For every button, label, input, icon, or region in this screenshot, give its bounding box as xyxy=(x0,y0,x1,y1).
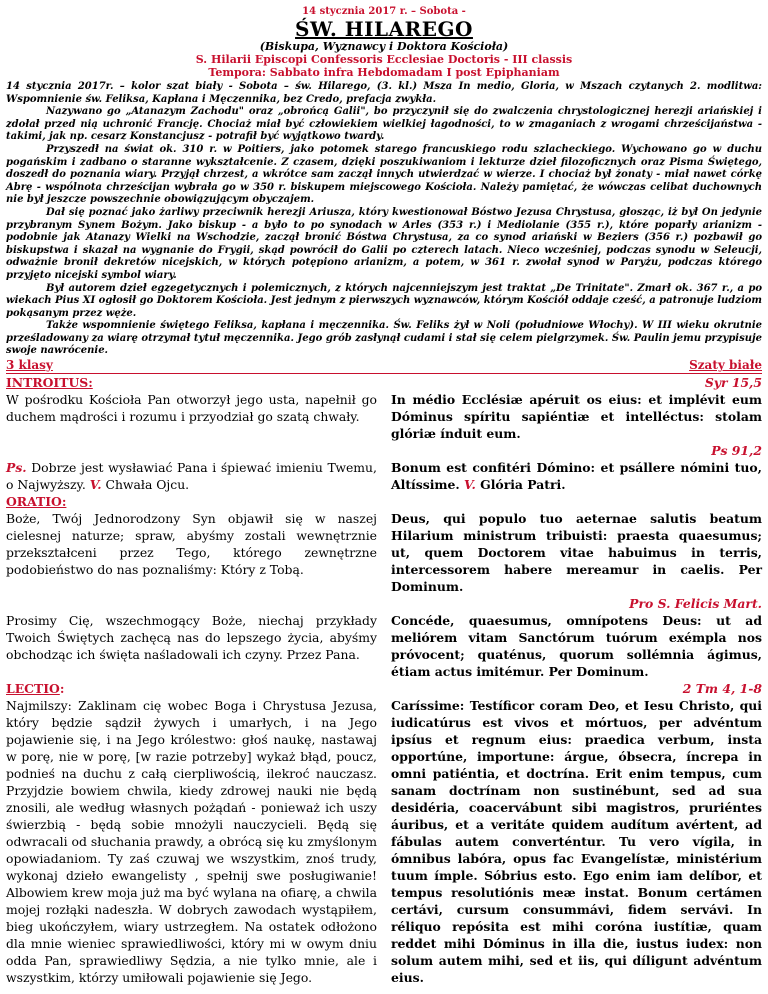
polish-column xyxy=(6,697,377,986)
introitus-section xyxy=(6,374,762,459)
intro-paragraph: Nazywano go „Atanazym Zachodu" oraz „obrońcą Galii", bo przyczynił się do zwalczenia chrystologicznej herezji ariańskiej i zdołał przed nią uchronić Francję. Chociaż miał być człowiekiem wielkiej łagodności, to w zmaganiach z wrogami chrześcijaństwa - takimi, jak np. cesarz Konstancjusz - potrafił być wyjątkowo twardy. xyxy=(6,106,762,143)
lectio-section xyxy=(6,697,762,986)
psalm-polish xyxy=(6,459,377,493)
psalm-latin xyxy=(391,459,762,493)
introitus-polish: W pośrodku Kościoła Pan otworzył jego usta, napełnił go duchem mądrości i rozumu i przyodział go szatą chwały. xyxy=(6,392,377,425)
psalm-latin-text: Bonum est confitéri Dómino: et psállere nómini tuo, Altíssime. xyxy=(391,460,762,493)
page-subtitle: (Biskupa, Wyznawcy i Doktora Kościoła) xyxy=(259,40,509,53)
introitus-latin: In médio Ecclésiæ apéruit os eius: et implévit eum Dóminus spíritu sapiéntiæ et intelléctus: stolam glóriæ índuit eum. xyxy=(391,392,762,442)
feast-class: 3 klasy xyxy=(6,358,53,373)
latin-column xyxy=(391,459,762,493)
felix-ref: Pro S. Felicis Mart. xyxy=(629,596,762,612)
intro-text xyxy=(6,81,762,358)
lectio-polish: Najmilszy: Zaklinam cię wobec Boga i Chrystusa Jezusa, który będzie sądził żywych i umarłych, i na Jego pojawienie się, i na Jego królestwo: głoś naukę, nastawaj w porę, nie w porę, [w razie potrzeby] wykaż błąd, poucz, podnieś na duchu z całą cierpliwością, ilekroć nauczasz. Przyjdzie bowiem chwila, kiedy zdrowej nauki nie będą znosili, ale według własnych pożądań - ponieważ ich uszy świerzbią - będą sobie mnożyli nauczycieli. Będą się odwracali od słuchania prawdy, a obrócą się ku zmyślonym opowiadaniom. Ty zaś czuwaj we wszystkim, znoś trudy, wykonaj dzieło ewangelisty , spełnij swe posługiwanie! Albowiem krew moja już ma być wylana na ofiarę, a chwila mojej rozłąki nadeszła. W dobrych zawodach wystąpiłem, bieg ukończyłem, wiary ustrzegłem. Na ostatek odłożono dla mnie wieniec sprawiedliwości, który mi w owym dniu odda Pan, sprawiedliwy Sędzia, a nie tylko mnie, ale i wszystkim, którzy umiłowali pojawienie się Jego. xyxy=(6,698,377,986)
gloria-polish: Chwała Ojcu. xyxy=(105,477,190,493)
gloria-latin: Glória Patri. xyxy=(480,477,566,493)
latin-column xyxy=(391,493,762,612)
polish-column xyxy=(6,459,377,493)
polish-column xyxy=(6,493,377,612)
intro-paragraph: Przyszedł na świat ok. 310 r. w Poitiers, jako potomek starego francuskiego rodu szlacheckiego. Wychowano go w duchu pogańskim i zadbano o staranne wykształcenie. Z czasem, dzięki poszukiwaniom i lekturze dzieł filozoficznych oraz Pisma Świętego, doszedł do poznania wiary. Przyjął chrzest, a wkrótce sam zaczął innych utwierdzać w wierze. I chociaż był żonaty - miał nawet córkę Abrę - wspólnota chrześcijan wybrała go w 350 r. biskupem miejscowego Kościoła. Należy pamiętać, że wówczas celibat duchownych nie był jeszcze powszechnie obowiązującym obyczajem. xyxy=(6,143,762,206)
psalm-label: Ps. xyxy=(6,460,27,476)
lectio-label-line xyxy=(6,680,377,697)
page-title: ŚW. HILAREGO xyxy=(295,17,473,41)
psalm-section xyxy=(6,459,762,493)
page-date: 14 stycznia 2017 r. – Sobota - xyxy=(302,6,466,17)
oratio-polish: Boże, Twój Jednorodzony Syn objawił się w naszej cielesnej naturze; spraw, abyśmy zostali wewnętrznie przekształceni przez Tego, którego zewnętrzne podobieństwo do nas poznaliśmy: Który z Tobą. xyxy=(6,511,377,578)
lectio-ref: 2 Tm 4, 1-8 xyxy=(682,681,762,697)
latin-column xyxy=(391,697,762,986)
introitus-ref: Syr 15,5 xyxy=(704,375,762,391)
felix-section xyxy=(6,612,762,680)
oratio-section xyxy=(6,493,762,612)
intro-paragraph: Także wspomnienie świętego Feliksa, kapłana i męczennika. Św. Feliks żył w Noli (południowe Włochy). W III wieku okrutnie prześladowany za wiarę otrzymał tytuł męczennika. Jego grób zasłynął cudami i stał się celem pielgrzymek. Św. Paulin jemu przypisuje swoje nawrócenie. xyxy=(6,320,762,357)
felix-latin: Concéde, quaesumus, omnípotens Deus: ut ad meliórem vitam Sanctórum tuórum exémpla nos próvocent; quaténus, quorum sollémnia ágimus, étiam actus imitémur. Per Dominum. xyxy=(391,613,762,680)
lectio-header xyxy=(6,680,762,697)
latin-column xyxy=(391,612,762,680)
polish-column xyxy=(6,374,377,459)
versicle-label: V. xyxy=(89,477,102,493)
tempora-line: Tempora: Sabbato infra Hebdomadam I post Epiphaniam xyxy=(208,66,560,79)
oratio-label: ORATIO: xyxy=(6,494,67,510)
introitus-label: INTROITUS: xyxy=(6,375,93,391)
psalm-ref: Ps 91,2 xyxy=(711,443,762,459)
lectio-label: LECTIO xyxy=(6,681,60,697)
psalm-polish-text: Dobrze jest wysławiać Pana i śpiewać imieniu Twemu, o Najwyższy. xyxy=(6,460,377,493)
felix-polish: Prosimy Cię, wszechmogący Boże, niechaj przykłady Twoich Świętych zachęcą nas do lepszego życia, abyśmy obchodząc ich święta naśladowali ich czyny. Przez Pana. xyxy=(6,613,377,663)
intro-paragraph: Dał się poznać jako żarliwy przeciwnik herezji Ariusza, który kwestionował Bóstwo Jezusa Chrystusa, głosząc, iż był On jedynie przybranym Synem Bożym. Jako biskup - a było to po synodach w Arles (353 r.) i Mediolanie (355 r.), które poparły arianizm - podobnie jak Atanazy Wielki na Wschodzie, zaczął bronić Bóstwa Chrystusa, za co synod ariański w Beziers (356 r.) pozbawił go biskupstwa i skazał na wygnanie do Frygii, skąd powrócił do Galii po czterech latach. Nieco wcześniej, podczas synodu w Seleucji, odważnie bronił dekretów nicejskich, w których potępiono arianizm, a potem, w 361 r. zwołał synod w Paryżu, podczas którego przyjęto nicejski symbol wiary. xyxy=(6,206,762,281)
lectio-latin: Caríssime: Testíficor coram Deo, et Iesu Christo, qui iudicatúrus est vivos et mórtuos, per advéntum ipsíus et regnum eius: praedica verbum, insta opportúne, importune: árgue, óbsecra, íncrepa in omni patiéntia, et doctrína. Erit enim tempus, cum sanam doctrínam non sustinébunt, sed ad sua desidéria, coacervábunt sibi magistros, pruriéntes áuribus, et a veritáte quidem audítum avértent, ad fábulas autem converténtur. Tu vero vígila, in ómnibus labóra, opus fac Evangelístæ, ministérium tuum ímple. Sóbrius esto. Ego enim iam delíbor, et tempus resolutiónis meæ instat. Bonum certámen certávi, cursum consummávi, fidem servávi. In réliquo repósita est mihi coróna iustítiæ, quam reddet mihi Dóminus in illa die, iustus iudex: non solum autem mihi, sed et iis, qui díligunt advéntum eius. xyxy=(391,698,762,986)
spacer xyxy=(391,493,762,510)
versicle-label: V. xyxy=(464,477,476,493)
intro-paragraph: Był autorem dzieł egzegetycznych i polemicznych, z których najcenniejszym jest traktat „De Trinitate". Zmarł ok. 367 r., a po wiekach Pius XI ogłosił go Doktorem Kościoła. Jest jednym z pierwszych wyznawców, którym Kościół oddaje cześć, a patronuje ludziom pokąsanym przez węże. xyxy=(6,282,762,319)
vestment-color: Szaty białe xyxy=(689,358,762,373)
polish-column xyxy=(6,680,377,697)
polish-column xyxy=(6,612,377,680)
latin-column xyxy=(391,374,762,459)
latin-column xyxy=(391,680,762,697)
oratio-latin: Deus, qui populo tuo aeternae salutis beatum Hilarium ministrum tribuisti: praesta quaesumus; ut, quem Doctorem vitae habuimus in terris, intercessorem habere mereamur in caelis. Per Dominum. xyxy=(391,511,762,595)
missal-page xyxy=(6,6,762,986)
latin-title: S. Hilarii Episcopi Confessoris Ecclesiae Doctoris - III classis xyxy=(195,53,573,66)
intro-paragraph: 14 stycznia 2017r. – kolor szat biały - Sobota – św. Hilarego, (3. kl.) Msza In medio, Gloria, w Mszach czytanych 2. modlitwa: Wspomnienie św. Feliksa, Kapłana i Męczennika, bez Credo, prefacja zwykła. xyxy=(6,81,762,105)
class-color-bar xyxy=(6,358,762,374)
lectio-colon: : xyxy=(59,681,65,697)
